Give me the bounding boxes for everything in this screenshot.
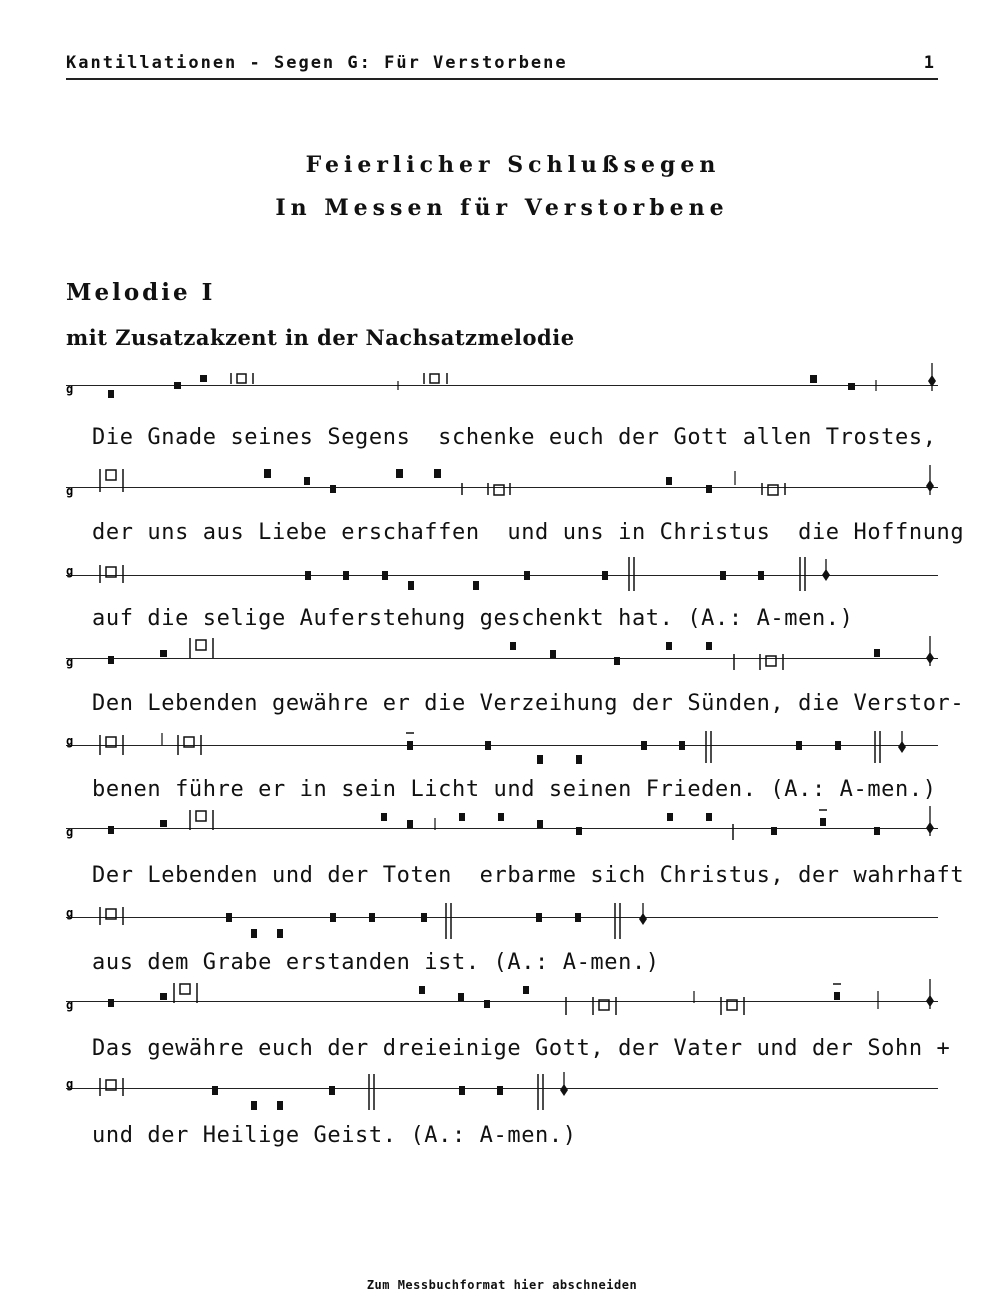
- svg-text:g: g: [66, 382, 74, 396]
- lyric-line-7: aus dem Grabe erstanden ist. (A.: A-men.): [92, 950, 660, 975]
- staff-notation: [66, 636, 938, 680]
- page-title: Feierlicher Schlußsegen: [305, 152, 721, 178]
- lyric-line-2: der uns aus Liebe erschaffen und uns in Christus die Hoffnung: [92, 520, 965, 545]
- staff-notation: [66, 363, 938, 407]
- svg-text:g: g: [66, 906, 74, 920]
- svg-text:g: g: [66, 1077, 74, 1091]
- chant-staff: [66, 636, 938, 680]
- lyric-line-1: Die Gnade seines Segens schenke euch der Gott allen Trostes,: [92, 425, 937, 450]
- lyric-line-5: benen führe er in sein Licht und seinen Frieden. (A.: A-men.): [92, 777, 937, 802]
- staff-notation: [66, 723, 938, 767]
- staff-notation: [66, 1066, 938, 1110]
- staff-notation: [66, 465, 938, 509]
- chant-staff: [66, 553, 938, 597]
- section-subheading: mit Zusatzakzent in der Nachsatzmelodie: [66, 325, 575, 350]
- lyric-line-9: und der Heilige Geist. (A.: A-men.): [92, 1123, 577, 1148]
- lyric-line-3: auf die selige Auferstehung geschenkt hat. (A.: A-men.): [92, 606, 854, 631]
- cut-here-note: Zum Messbuchformat hier abschneiden: [366, 1278, 638, 1292]
- section-heading: Melodie I: [66, 279, 216, 306]
- staff-notation: [66, 979, 938, 1023]
- staff-notation: [66, 895, 938, 939]
- running-header: [66, 50, 938, 80]
- page-number: 1: [923, 53, 934, 73]
- svg-text:g: g: [66, 484, 74, 498]
- chant-staff: [66, 363, 938, 407]
- chant-staff: [66, 979, 938, 1023]
- svg-text:g: g: [66, 734, 74, 748]
- lyric-line-4: Den Lebenden gewähre er die Verzeihung der Sünden, die Verstor-: [92, 691, 965, 716]
- chant-staff: [66, 723, 938, 767]
- header-title: Kantillationen - Segen G: Für Verstorbene: [66, 53, 568, 73]
- chant-staff: [66, 806, 938, 850]
- page-subtitle: In Messen für Verstorbene: [275, 195, 729, 221]
- svg-text:g: g: [66, 564, 74, 578]
- staff-notation: [66, 553, 938, 597]
- chant-staff: [66, 465, 938, 509]
- chant-staff: [66, 1066, 938, 1110]
- staff-notation: [66, 806, 938, 850]
- lyric-line-6: Der Lebenden und der Toten erbarme sich Christus, der wahrhaft: [92, 863, 965, 888]
- svg-text:g: g: [66, 825, 74, 839]
- lyric-line-8: Das gewähre euch der dreieinige Gott, der Vater und der Sohn +: [92, 1036, 951, 1061]
- svg-text:g: g: [66, 655, 74, 669]
- svg-text:g: g: [66, 998, 74, 1012]
- chant-staff: [66, 895, 938, 939]
